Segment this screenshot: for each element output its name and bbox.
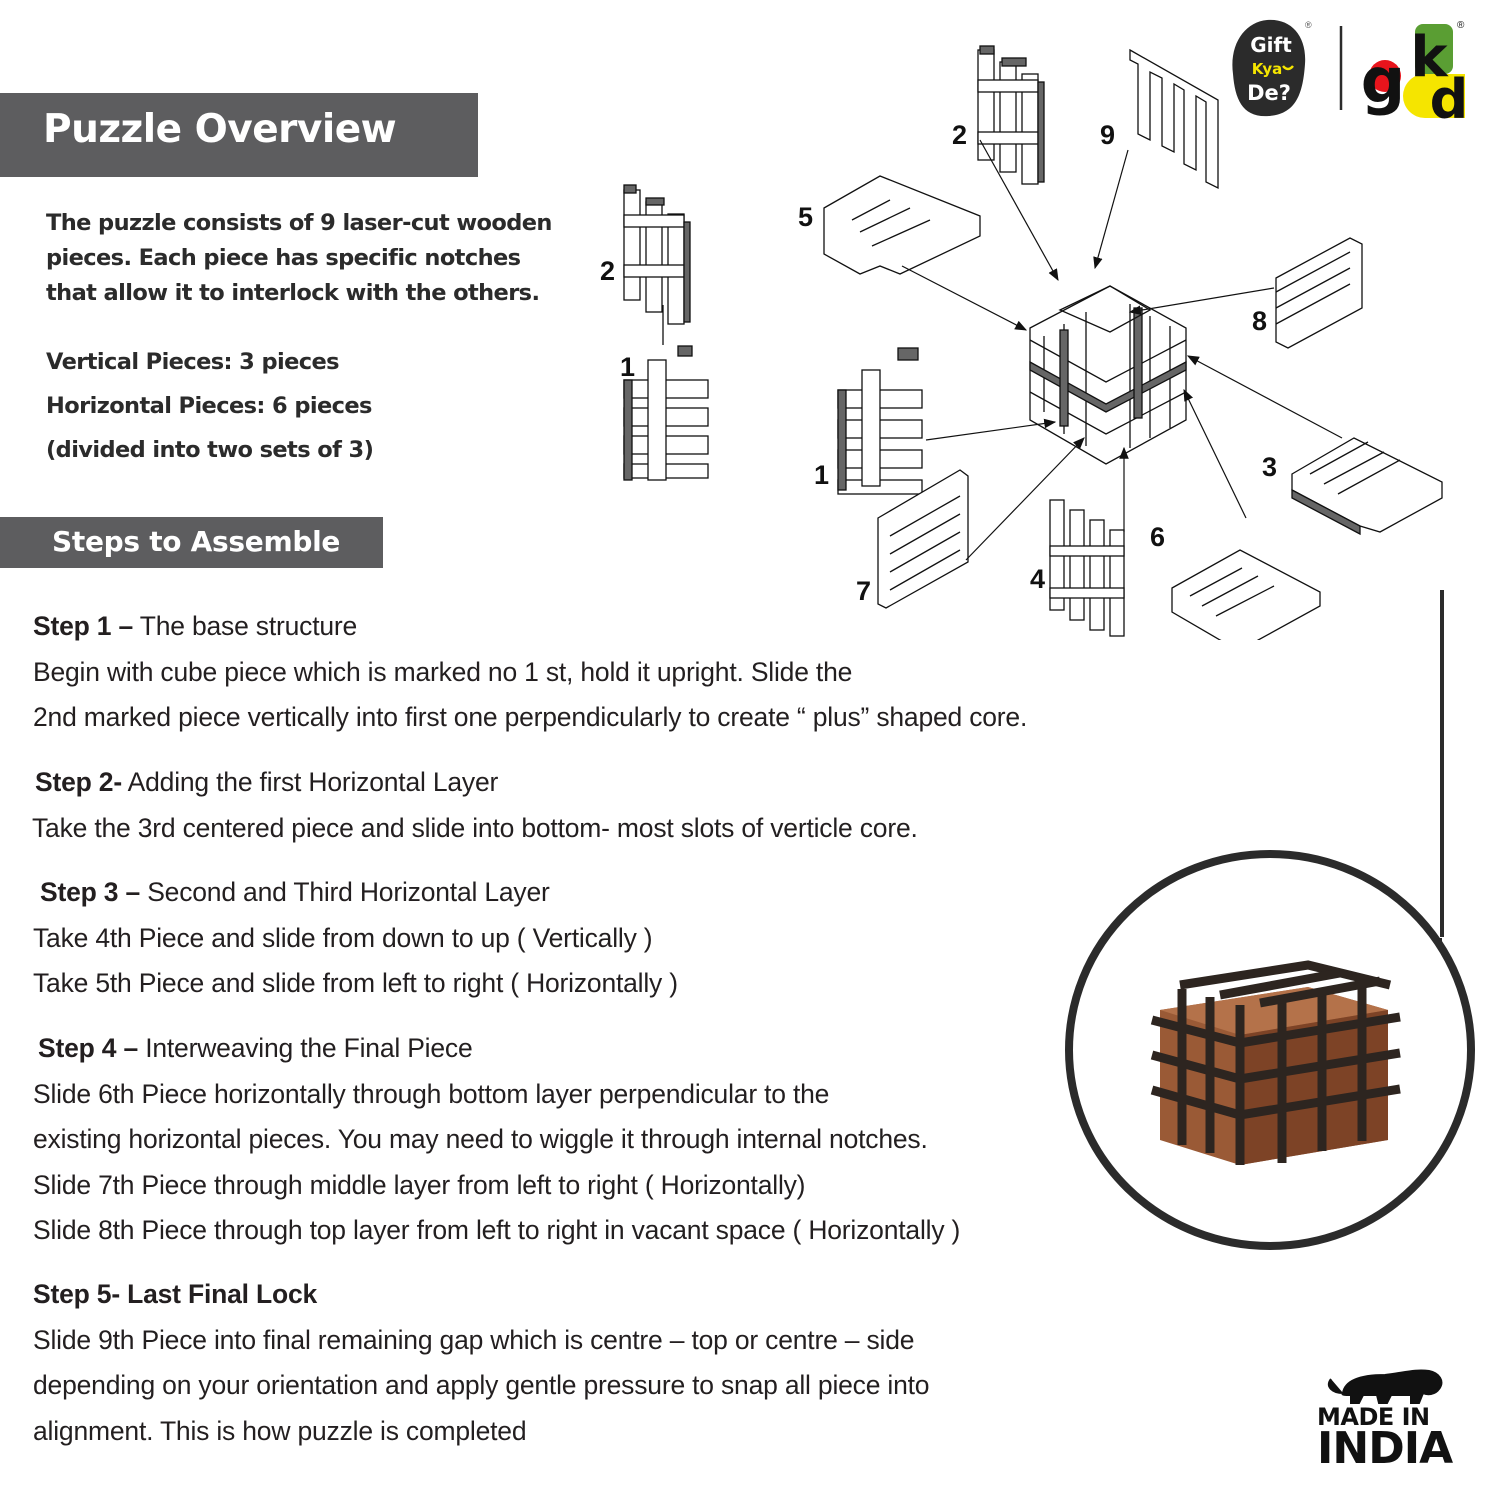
step-3-subtitle: Second and Third Horizontal Layer bbox=[140, 877, 550, 907]
arrow-piece-3 bbox=[1188, 356, 1342, 438]
piece-1-small-illustration bbox=[624, 346, 708, 480]
label-piece-2: 2 bbox=[952, 120, 968, 150]
finished-puzzle-photo bbox=[1060, 585, 1480, 1255]
assembled-cube-illustration bbox=[1030, 286, 1186, 464]
vertical-pieces-count: Vertical Pieces: 3 pieces bbox=[46, 349, 339, 375]
arrow-piece-2 bbox=[980, 140, 1058, 280]
step-2 bbox=[32, 760, 918, 851]
step-3-line: Take 4th Piece and slide from down to up ( Vertically ) bbox=[33, 922, 653, 953]
arrow-piece-9 bbox=[1095, 150, 1128, 268]
step-3-label: Step 3 – bbox=[40, 877, 141, 907]
step-4 bbox=[33, 1026, 961, 1254]
logo-letter-k: k bbox=[1410, 25, 1448, 90]
step-1-subtitle: The base structure bbox=[133, 611, 358, 641]
puzzle-overview-title: Puzzle Overview bbox=[43, 107, 397, 152]
puzzle-overview-banner bbox=[0, 93, 478, 177]
made-in-text: MADE IN bbox=[1317, 1403, 1430, 1431]
lion-icon bbox=[1315, 1365, 1475, 1405]
step-5-line: alignment. This is how puzzle is completed bbox=[33, 1415, 527, 1446]
label-piece-1-small: 1 bbox=[620, 352, 636, 382]
step-3-line: Take 5th Piece and slide from left to right ( Horizontally ) bbox=[33, 968, 678, 998]
step-4-label: Step 4 – bbox=[38, 1033, 139, 1063]
step-4-subtitle: Interweaving the Final Piece bbox=[138, 1033, 473, 1063]
steps-to-assemble-banner bbox=[0, 517, 383, 568]
horizontal-sets-note: (divided into two sets of 3) bbox=[46, 437, 374, 463]
step-3 bbox=[33, 870, 678, 1007]
label-piece-3: 3 bbox=[1262, 452, 1278, 482]
label-piece-8: 8 bbox=[1252, 306, 1268, 336]
intro-line: that allow it to interlock with the others. bbox=[46, 280, 540, 306]
step-2-line: Take the 3rd centered piece and slide into bottom- most slots of verticle core. bbox=[32, 812, 918, 843]
made-in-india-badge bbox=[1315, 1365, 1475, 1475]
step-2-label: Step 2- bbox=[35, 767, 122, 797]
step-1-line: Begin with cube piece which is marked no 1 st, hold it upright. Slide the bbox=[33, 656, 853, 687]
intro-line: The puzzle consists of 9 laser-cut wooden bbox=[46, 210, 552, 236]
step-4-line: Slide 7th Piece through middle layer from left to right ( Horizontally) bbox=[33, 1169, 806, 1200]
registered-mark: ® bbox=[1305, 20, 1312, 30]
piece-2-small-illustration bbox=[624, 185, 690, 324]
step-1-line: 2nd marked piece vertically into first one perpendicularly to create “ plus” shaped core. bbox=[33, 702, 1028, 732]
label-piece-2-small: 2 bbox=[600, 256, 616, 286]
piece-8-illustration bbox=[1276, 238, 1362, 348]
india-text: INDIA bbox=[1317, 1423, 1453, 1474]
arrow-piece-5 bbox=[902, 266, 1026, 330]
label-piece-1: 1 bbox=[814, 460, 830, 490]
step-2-subtitle: Adding the first Horizontal Layer bbox=[121, 767, 499, 797]
piece-1-illustration bbox=[838, 348, 922, 494]
label-piece-4: 4 bbox=[1030, 564, 1046, 594]
step-1 bbox=[33, 604, 1027, 741]
step-5-line: depending on your orientation and apply gentle pressure to snap all piece into bbox=[33, 1370, 930, 1400]
step-4-line: Slide 8th Piece through top layer from left to right in vacant space ( Horizontally ) bbox=[33, 1215, 961, 1245]
piece-9-illustration bbox=[1130, 50, 1218, 188]
piece-3-illustration bbox=[1292, 438, 1442, 534]
intro-line: pieces. Each piece has specific notches bbox=[46, 245, 521, 271]
step-4-line: existing horizontal pieces. You may need to wiggle it through internal notches. bbox=[33, 1124, 928, 1154]
overview-intro bbox=[46, 206, 576, 311]
label-piece-5: 5 bbox=[798, 202, 814, 232]
logo-text-de: De? bbox=[1247, 81, 1291, 105]
step-4-line: Slide 6th Piece horizontally through bottom layer perpendicular to the bbox=[33, 1078, 830, 1109]
step-5-label: Step 5- Last Final Lock bbox=[33, 1279, 318, 1309]
logo-text-gift: Gift bbox=[1250, 33, 1292, 57]
step-1-label: Step 1 – bbox=[33, 611, 134, 641]
piece-2-illustration bbox=[978, 46, 1044, 184]
logo-text-kya: Kya bbox=[1251, 60, 1283, 78]
arrow-piece-7 bbox=[966, 438, 1084, 560]
logo-letter-g: g bbox=[1360, 44, 1406, 117]
arrow-piece-6 bbox=[1184, 390, 1246, 518]
step-5 bbox=[33, 1272, 929, 1454]
steps-to-assemble-title: Steps to Assemble bbox=[52, 525, 341, 558]
label-piece-6: 6 bbox=[1150, 522, 1166, 552]
arrow-piece-1 bbox=[926, 422, 1055, 440]
label-piece-9: 9 bbox=[1100, 120, 1116, 150]
piece-counts bbox=[46, 340, 373, 472]
step-5-line: Slide 9th Piece into final remaining gap which is centre – top or centre – side bbox=[33, 1324, 915, 1355]
logo-letter-d: d bbox=[1429, 68, 1469, 126]
exploded-assembly-diagram bbox=[590, 40, 1480, 640]
registered-mark-gkd: ® bbox=[1457, 20, 1465, 31]
label-piece-7: 7 bbox=[856, 576, 872, 606]
horizontal-pieces-count: Horizontal Pieces: 6 pieces bbox=[46, 393, 372, 419]
piece-5-illustration bbox=[824, 176, 980, 274]
